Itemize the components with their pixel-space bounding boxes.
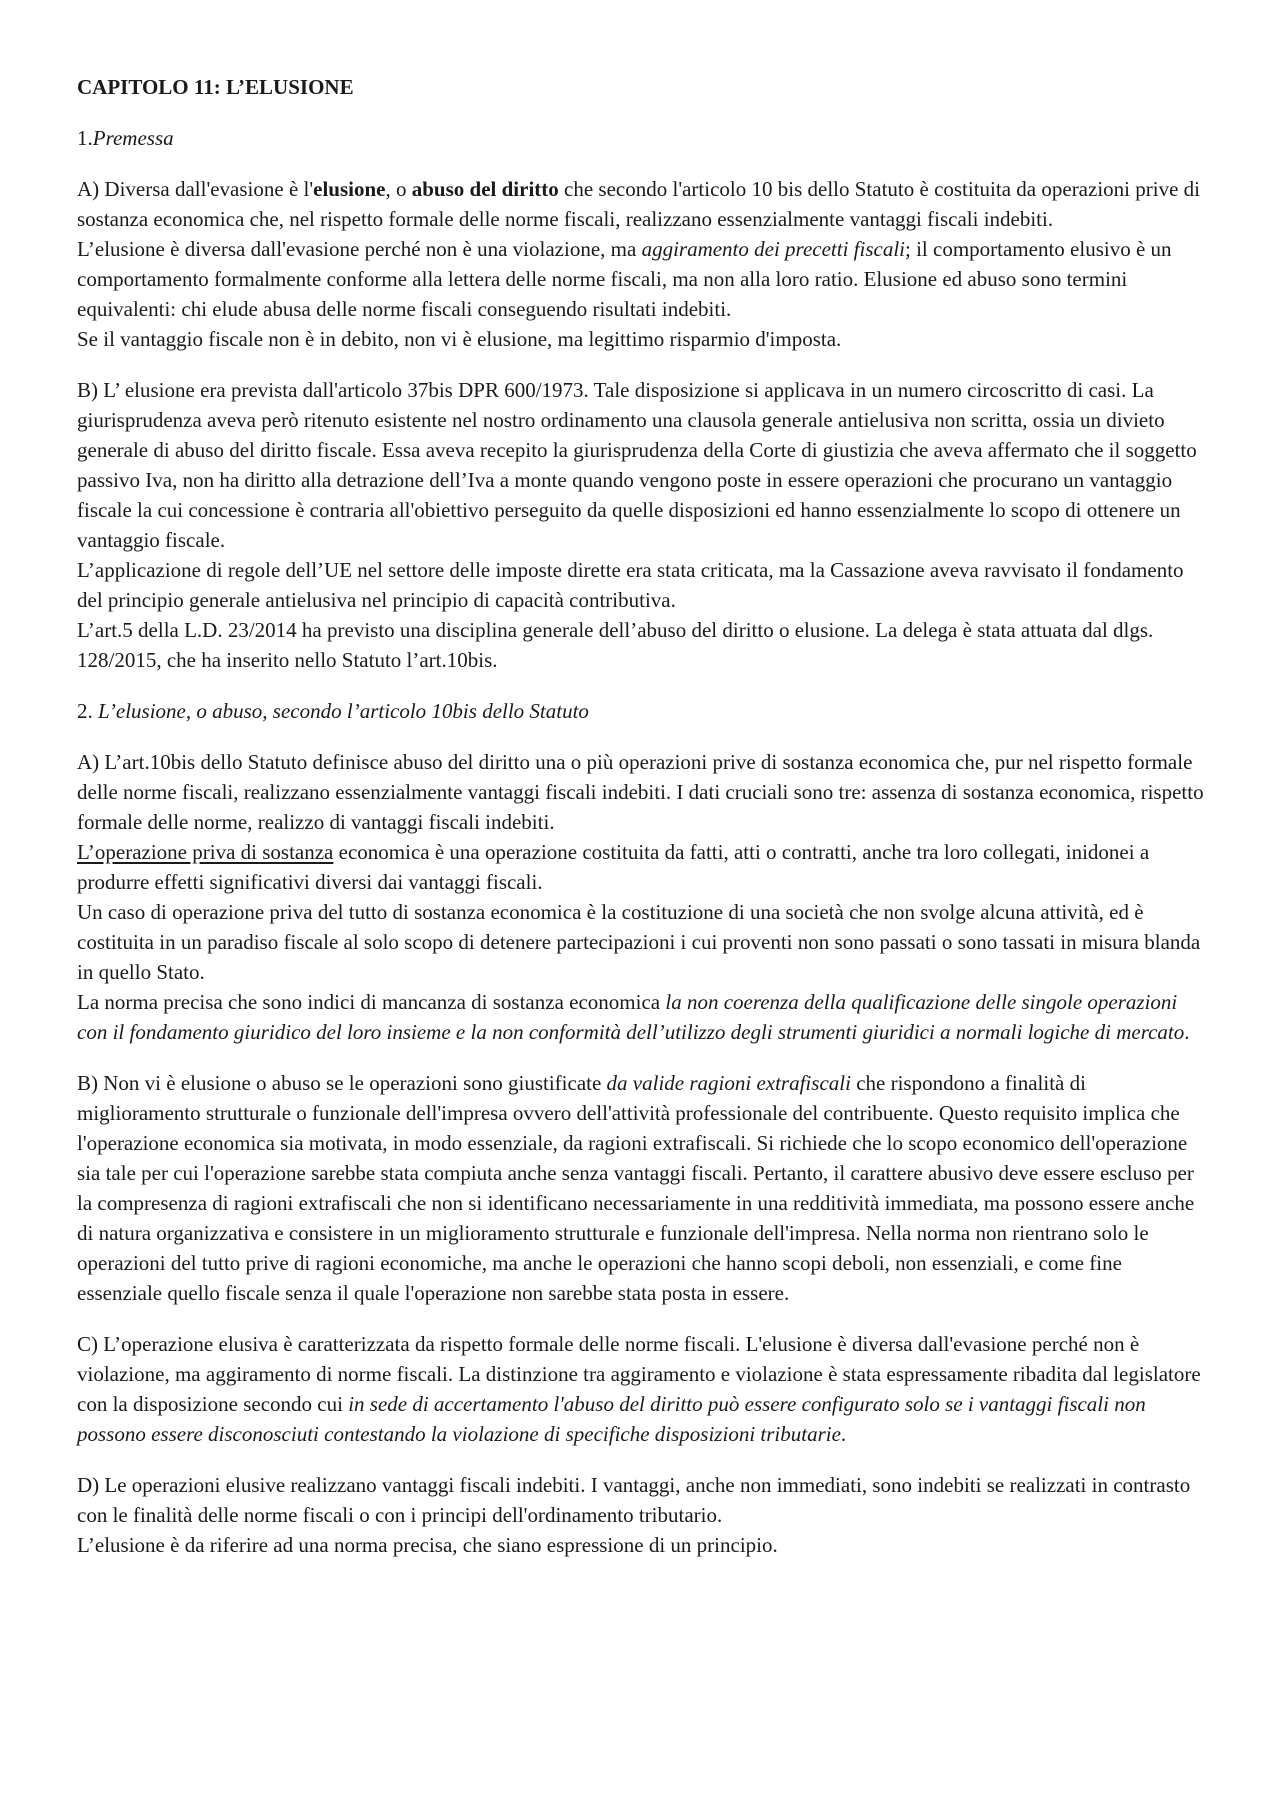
paragraph-line xyxy=(77,615,1204,675)
paragraph-line xyxy=(77,1329,1204,1449)
paragraph-line xyxy=(77,375,1204,555)
italic-text: da valide ragioni extrafiscali xyxy=(606,1071,851,1095)
text-run: L’elusione è da riferire ad una norma precisa, che siano espressione di un principio. xyxy=(77,1533,778,1557)
text-run: ; il comportamento elusivo è un comportamento formalmente conforme alla lettera delle norme fiscali, ma non alla loro ratio. Elusione ed abuso sono termini equivalenti: chi elude abusa delle norme fiscali conseguendo risultati indebiti. xyxy=(77,237,1172,321)
paragraph-line xyxy=(77,987,1204,1047)
text-run: D) Le operazioni elusive realizzano vantaggi fiscali indebiti. I vantaggi, anche non immediati, sono indebiti se realizzati in contrasto con le finalità delle norme fiscali o con i principi dell'ordinamento tributario. xyxy=(77,1473,1191,1527)
section-2-heading xyxy=(77,696,1204,726)
text-run: B) L’ elusione era prevista dall'articolo 37bis DPR 600/1973. Tale disposizione si applicava in un numero circoscritto di casi. La giurisprudenza aveva però ritenuto esistente nel nostro ordinamento una clausola generale antielusiva non scritta, ossia un divieto generale di abuso del diritto fiscale. Essa aveva recepito la giurisprudenza della Corte di giustizia che aveva affermato che il soggetto passivo Iva, non ha diritto alla detrazione dell’Iva a monte quando vengono poste in essere operazioni che procurano un vantaggio fiscale la cui concessione è contraria all'obiettivo perseguito da quelle disposizioni ed hanno essenzialmente lo scopo di ottenere un vantaggio fiscale. xyxy=(77,378,1197,552)
italic-text: in sede di accertamento l'abuso del diritto può essere configurato solo se i vantaggi fiscali non possono essere disconosciuti contestando la violazione di specifiche disposizioni tributarie xyxy=(77,1392,1146,1446)
paragraph-line xyxy=(77,1068,1204,1308)
italic-text: aggiramento dei precetti fiscali xyxy=(641,237,905,261)
text-run: . xyxy=(840,1422,847,1446)
paragraph-line xyxy=(77,1470,1204,1530)
text-run: . xyxy=(1184,1020,1190,1044)
section-2-body xyxy=(77,747,1204,1560)
text-run: 2. xyxy=(77,699,98,723)
text-run: B) Non vi è elusione o abuso se le operazioni sono giustificate xyxy=(77,1071,607,1095)
section-1-heading xyxy=(77,123,1204,153)
text-run: A) Diversa dall'evasione è l' xyxy=(77,177,314,201)
text-run: C) L’operazione elusiva è caratterizzata da rispetto formale delle norme fiscali. L'elusione è diversa dall'evasione perché non è violazione, ma aggiramento di norme fiscali. La distinzione tra aggiramento e violazione è stata espressamente ribadita dal legislatore con la disposizione secondo cui xyxy=(77,1332,1201,1416)
text-run: L’applicazione di regole dell’UE nel settore delle imposte dirette era stata criticata, ma la Cassazione aveva ravvisato il fondamento del principio generale antielusiva nel principio di capacità contributiva. xyxy=(77,558,1184,612)
text-run: L’art.5 della L.D. 23/2014 ha previsto una disciplina generale dell’abuso del diritto o elusione. La delega è stata attuata dal dlgs. 128/2015, che ha inserito nello Statuto l’art.10bis. xyxy=(77,618,1154,672)
text-run: Un caso di operazione priva del tutto di sostanza economica è la costituzione di una società che non svolge alcuna attività, ed è costituita in un paradiso fiscale al solo scopo di detenere partecipazioni i cui proventi non sono passati o sono tassati in misura blanda in quello Stato. xyxy=(77,900,1201,984)
paragraph-line xyxy=(77,837,1204,897)
paragraph-line xyxy=(77,324,1204,354)
paragraph-block xyxy=(77,1470,1204,1560)
paragraph-line xyxy=(77,897,1204,987)
text-run: A) L’art.10bis dello Statuto definisce abuso del diritto una o più operazioni prive di sostanza economica che, pur nel rispetto formale delle norme fiscali, realizzano essenzialmente vantaggi fiscali indebiti. I dati cruciali sono tre: assenza di sostanza economica, rispetto formale delle norme, realizzo di vantaggi fiscali indebiti. xyxy=(77,750,1204,834)
paragraph-line xyxy=(77,174,1204,234)
bold-text: abuso del diritto xyxy=(411,177,559,201)
text-run: 1. xyxy=(77,126,93,150)
italic-text: Premessa xyxy=(92,126,174,150)
paragraph-block xyxy=(77,375,1204,675)
chapter-title: CAPITOLO 11: L’ELUSIONE xyxy=(77,75,354,99)
italic-text: L’elusione, o abuso, secondo l’articolo 10bis dello Statuto xyxy=(98,699,589,723)
paragraph-line xyxy=(77,555,1204,615)
section-1-body xyxy=(77,174,1204,675)
text-run: economica è una operazione costituita da fatti, atti o contratti, anche tra loro collegati, inidonei a produrre effetti significativi diversi dai vantaggi fiscali. xyxy=(77,840,1150,894)
paragraph-line xyxy=(77,747,1204,837)
paragraph-block xyxy=(77,1329,1204,1449)
paragraph-line xyxy=(77,1530,1204,1560)
paragraph-block xyxy=(77,747,1204,1047)
paragraph-block xyxy=(77,174,1204,354)
paragraph-line xyxy=(77,234,1204,324)
text-run: , o xyxy=(385,177,412,201)
text-run: La norma precisa che sono indici di mancanza di sostanza economica xyxy=(77,990,666,1014)
text-run: L’elusione è diversa dall'evasione perché non è una violazione, ma xyxy=(77,237,642,261)
text-run: che secondo l'articolo 10 bis dello Statuto è costituita da operazioni prive di sostanza economica che, nel rispetto formale delle norme fiscali, realizzano essenzialmente vantaggi fiscali indebiti. xyxy=(77,177,1200,231)
paragraph-block xyxy=(77,1068,1204,1308)
text-run: Se il vantaggio fiscale non è in debito, non vi è elusione, ma legittimo risparmio d'imposta. xyxy=(77,327,842,351)
underlined-text: L’operazione priva di sostanza xyxy=(77,840,334,864)
bold-text: elusione xyxy=(313,177,386,201)
italic-text: la non coerenza della qualificazione delle singole operazioni con il fondamento giuridico del loro insieme e la non conformità dell’utilizzo degli strumenti giuridici a normali logiche di mercato xyxy=(77,990,1185,1044)
text-run: che rispondono a finalità di miglioramento strutturale o funzionale dell'impresa ovvero dell'attività professionale del contribuente. Questo requisito implica che l'operazione economica sia motivata, in modo essenziale, da ragioni extrafiscali. Si richiede che lo scopo economico dell'operazione sia tale per cui l'operazione sarebbe stata compiuta anche senza vantaggi fiscali. Pertanto, il carattere abusivo deve essere escluso per la compresenza di ragioni extrafiscali che non si identificano necessariamente in una redditività immediata, ma possono essere anche di natura organizzativa e consistere in un miglioramento strutturale e funzionale dell'impresa. Nella norma non rientrano solo le operazioni del tutto prive di ragioni economiche, ma anche le operazioni che hanno scopi deboli, non essenziali, e come fine essenziale quello fiscale senza il quale l'operazione non sarebbe stata posta in essere. xyxy=(77,1071,1195,1305)
